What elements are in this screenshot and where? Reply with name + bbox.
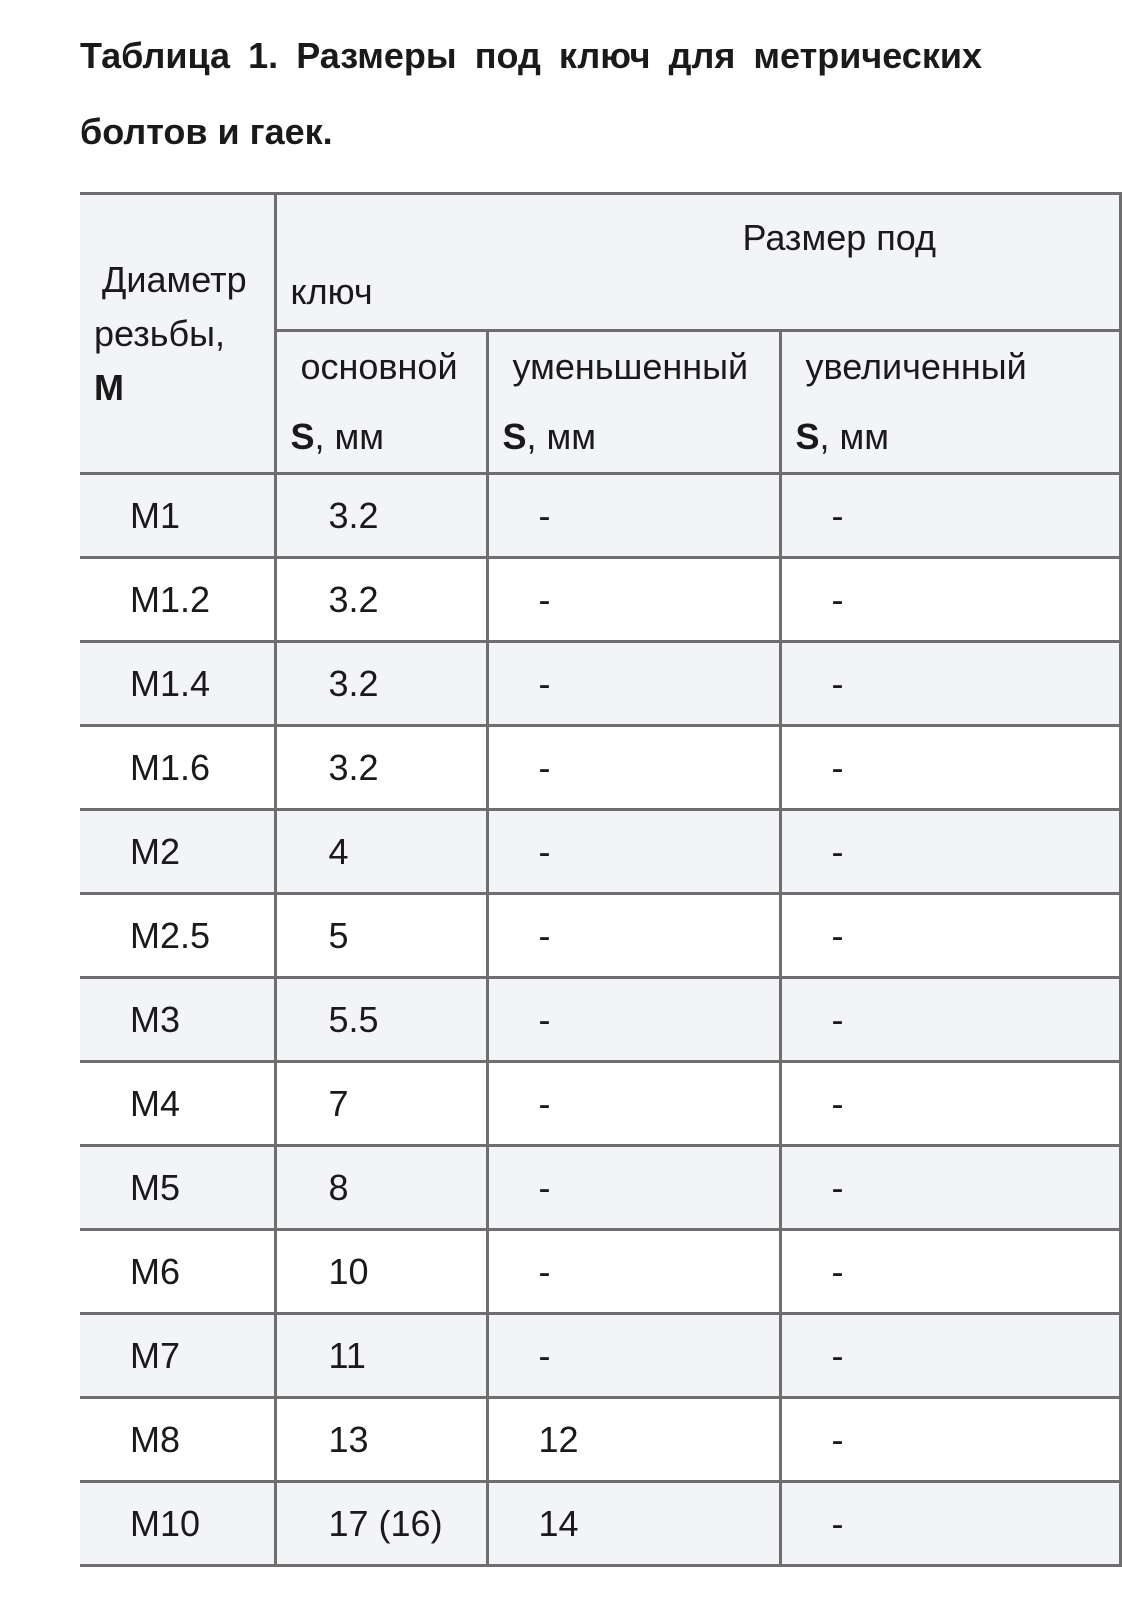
header-wrench-size (275, 194, 1120, 331)
cell-basic-size: 4 (275, 810, 487, 894)
cell-thread-diameter: M7 (80, 1314, 275, 1398)
cell-thread-diameter: M1.2 (80, 558, 275, 642)
cell-reduced-size: - (487, 978, 780, 1062)
header-diameter-symbol: M (94, 366, 124, 408)
header-diameter-line2: резьбы, (94, 312, 226, 354)
cell-increased-size: - (780, 810, 1120, 894)
table-row (80, 1482, 1120, 1566)
cell-increased-size: - (780, 1146, 1120, 1230)
header-col-basic-unit: , мм (314, 416, 385, 457)
cell-basic-size: 3.2 (275, 642, 487, 726)
table-row (80, 978, 1120, 1062)
header-col-increased-label: увеличенный (805, 346, 1027, 387)
header-col-basic (275, 331, 487, 474)
header-col-reduced (487, 331, 780, 474)
cell-thread-diameter: M2.5 (80, 894, 275, 978)
cell-reduced-size: - (487, 474, 780, 558)
cell-reduced-size: - (487, 1314, 780, 1398)
table-row (80, 642, 1120, 726)
table-row (80, 1230, 1120, 1314)
table-row (80, 726, 1120, 810)
cell-reduced-size: - (487, 810, 780, 894)
table-row (80, 810, 1120, 894)
cell-increased-size: - (780, 726, 1120, 810)
cell-increased-size: - (780, 1230, 1120, 1314)
cell-increased-size: - (780, 1314, 1120, 1398)
table-body (80, 474, 1120, 1566)
cell-thread-diameter: M2 (80, 810, 275, 894)
cell-increased-size: - (780, 558, 1120, 642)
cell-thread-diameter: M6 (80, 1230, 275, 1314)
cell-basic-size: 8 (275, 1146, 487, 1230)
table-row (80, 474, 1120, 558)
header-col-increased-symbol: S (795, 416, 820, 457)
table-row (80, 894, 1120, 978)
header-diameter-line1: Диаметр (102, 258, 247, 300)
cell-reduced-size: - (487, 726, 780, 810)
cell-thread-diameter: M10 (80, 1482, 275, 1566)
cell-increased-size: - (780, 978, 1120, 1062)
cell-thread-diameter: M4 (80, 1062, 275, 1146)
header-col-increased-unit: , мм (819, 416, 890, 457)
cell-reduced-size: - (487, 894, 780, 978)
cell-thread-diameter: M1.4 (80, 642, 275, 726)
header-col-basic-symbol: S (290, 416, 315, 457)
cell-basic-size: 7 (275, 1062, 487, 1146)
table-row (80, 558, 1120, 642)
table-row (80, 1398, 1120, 1482)
cell-thread-diameter: M1.6 (80, 726, 275, 810)
header-thread-diameter (80, 194, 275, 474)
table-row (80, 1146, 1120, 1230)
cell-reduced-size: - (487, 1146, 780, 1230)
cell-basic-size: 10 (275, 1230, 487, 1314)
header-size-title-part2: ключ (290, 271, 373, 312)
header-col-increased (780, 331, 1120, 474)
cell-thread-diameter: M8 (80, 1398, 275, 1482)
cell-basic-size: 17 (16) (275, 1482, 487, 1566)
header-col-reduced-unit: , мм (526, 416, 597, 457)
wrench-size-table (80, 192, 1122, 1567)
table-scroll-container[interactable] (80, 192, 1027, 1597)
cell-basic-size: 13 (275, 1398, 487, 1482)
header-col-reduced-label: уменьшенный (512, 346, 749, 387)
cell-increased-size: - (780, 1062, 1120, 1146)
cell-increased-size: - (780, 474, 1120, 558)
header-col-basic-label: основной (300, 346, 458, 387)
cell-increased-size: - (780, 1398, 1120, 1482)
cell-basic-size: 11 (275, 1314, 487, 1398)
cell-reduced-size: - (487, 1230, 780, 1314)
header-size-title-part1: Размер под (742, 217, 936, 258)
cell-reduced-size: 12 (487, 1398, 780, 1482)
cell-basic-size: 3.2 (275, 726, 487, 810)
table-caption: Таблица 1. Размеры под ключ для метрических болтов и гаек. (80, 35, 982, 152)
cell-basic-size: 3.2 (275, 474, 487, 558)
cell-basic-size: 3.2 (275, 558, 487, 642)
cell-thread-diameter: M3 (80, 978, 275, 1062)
cell-reduced-size: - (487, 558, 780, 642)
cell-reduced-size: 14 (487, 1482, 780, 1566)
cell-increased-size: - (780, 1482, 1120, 1566)
cell-thread-diameter: M1 (80, 474, 275, 558)
table-row (80, 1314, 1120, 1398)
cell-increased-size: - (780, 894, 1120, 978)
cell-increased-size: - (780, 642, 1120, 726)
cell-basic-size: 5 (275, 894, 487, 978)
table-row (80, 1062, 1120, 1146)
header-col-reduced-symbol: S (502, 416, 527, 457)
cell-reduced-size: - (487, 642, 780, 726)
cell-basic-size: 5.5 (275, 978, 487, 1062)
cell-reduced-size: - (487, 1062, 780, 1146)
cell-thread-diameter: M5 (80, 1146, 275, 1230)
